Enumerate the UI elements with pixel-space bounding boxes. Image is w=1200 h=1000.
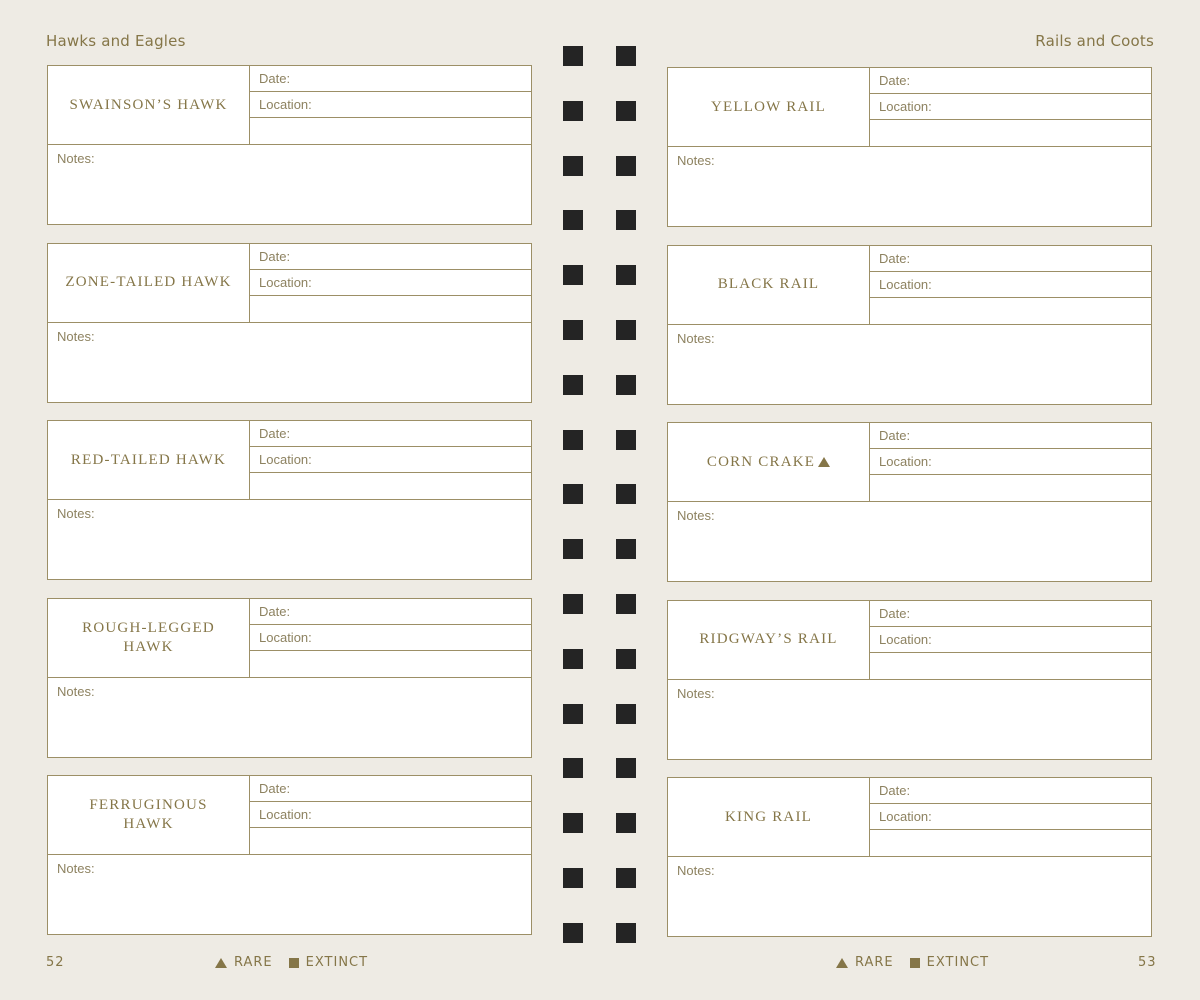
legend-rare-label: RARE — [855, 955, 894, 970]
species-name: ZONE-TAILED HAWK — [65, 274, 232, 290]
location-field[interactable] — [870, 804, 1151, 830]
binding-hole — [616, 758, 636, 778]
rare-triangle-icon — [818, 457, 830, 467]
binding-hole — [563, 46, 583, 66]
date-field[interactable] — [870, 601, 1151, 627]
binding-hole — [616, 704, 636, 724]
binding-hole — [563, 320, 583, 340]
species-name-cell — [48, 776, 250, 855]
binding-hole — [563, 484, 583, 504]
location-label: Location: — [259, 274, 312, 290]
binding-hole — [563, 210, 583, 230]
date-label: Date: — [879, 605, 911, 621]
right-legend — [836, 955, 989, 970]
location-label: Location: — [259, 807, 312, 822]
binding-hole — [563, 813, 583, 833]
notes-field[interactable] — [48, 678, 531, 757]
location-field[interactable] — [250, 447, 531, 473]
species-name: ROUGH-LEGGED HAWK — [82, 619, 215, 655]
binding-hole — [616, 868, 636, 888]
location-label: Location: — [879, 454, 932, 469]
date-label: Date: — [879, 783, 911, 798]
species-name: FERRUGINOUS HAWK — [89, 797, 208, 832]
location-field[interactable] — [250, 625, 531, 651]
legend-extinct-label: EXTINCT — [926, 955, 990, 970]
notes-field[interactable] — [48, 145, 531, 224]
location-field[interactable] — [250, 270, 531, 296]
species-name: BLACK RAIL — [717, 276, 820, 292]
location-label: Location: — [879, 809, 932, 824]
extra-field[interactable] — [870, 299, 1151, 325]
species-name: CORN CRAKE — [706, 453, 816, 470]
binding-hole — [616, 375, 636, 395]
notes-field[interactable] — [668, 147, 1151, 226]
location-label: Location: — [879, 631, 932, 647]
location-field[interactable] — [250, 92, 531, 118]
date-field[interactable] — [250, 776, 531, 802]
extra-field[interactable] — [870, 476, 1151, 502]
extra-field[interactable] — [250, 297, 531, 323]
legend-extinct-label: EXTINCT — [305, 955, 369, 970]
location-field[interactable] — [870, 94, 1151, 120]
location-label: Location: — [259, 97, 312, 112]
notes-label: Notes: — [57, 506, 95, 521]
extra-field[interactable] — [250, 829, 531, 855]
date-label: Date: — [259, 248, 291, 264]
notes-field[interactable] — [48, 855, 531, 934]
notes-field[interactable] — [668, 502, 1151, 581]
binding-hole — [616, 265, 636, 285]
binding-hole — [563, 156, 583, 176]
species-name-cell — [668, 68, 870, 147]
notes-field[interactable] — [668, 857, 1151, 936]
date-field[interactable] — [250, 599, 531, 625]
date-label: Date: — [259, 781, 291, 796]
notes-field[interactable] — [668, 680, 1151, 759]
binding-hole — [616, 156, 636, 176]
square-icon — [289, 958, 299, 968]
date-field[interactable] — [870, 246, 1151, 272]
species-name-cell — [48, 66, 250, 145]
species-name-cell — [48, 421, 250, 500]
left-section-title: Hawks and Eagles — [46, 32, 186, 50]
date-label: Date: — [879, 250, 911, 266]
notes-label: Notes: — [677, 508, 715, 523]
location-label: Location: — [879, 276, 932, 292]
notes-label: Notes: — [57, 683, 95, 699]
location-field[interactable] — [870, 627, 1151, 653]
location-label: Location: — [879, 99, 932, 114]
left-legend — [215, 955, 368, 970]
right-page-number: 53 — [1138, 955, 1157, 970]
extra-field[interactable] — [870, 121, 1151, 147]
date-label: Date: — [259, 71, 291, 86]
species-name: YELLOW RAIL — [711, 98, 826, 115]
binding-hole — [563, 704, 583, 724]
legend-rare-label: RARE — [234, 955, 273, 970]
date-field[interactable] — [250, 244, 531, 270]
species-card — [667, 422, 1152, 582]
binding-hole — [563, 539, 583, 559]
location-label: Location: — [259, 629, 312, 645]
triangle-icon — [215, 958, 227, 968]
species-card — [667, 245, 1152, 405]
extra-field[interactable] — [250, 474, 531, 500]
species-name-cell — [668, 778, 870, 857]
binding-hole — [616, 101, 636, 121]
binding-hole — [616, 210, 636, 230]
species-card — [47, 65, 532, 225]
species-card — [47, 598, 532, 758]
binding-hole — [616, 46, 636, 66]
date-field[interactable] — [870, 423, 1151, 449]
binding-hole — [616, 320, 636, 340]
binding-hole — [616, 430, 636, 450]
notes-label: Notes: — [677, 153, 715, 168]
species-card — [47, 420, 532, 580]
notes-label: Notes: — [677, 863, 715, 878]
species-name-cell — [668, 246, 870, 325]
extra-field[interactable] — [870, 654, 1151, 680]
date-label: Date: — [879, 428, 911, 443]
notes-label: Notes: — [57, 151, 95, 166]
species-name: SWAINSON’S HAWK — [69, 96, 228, 113]
notes-field[interactable] — [48, 500, 531, 579]
date-label: Date: — [879, 73, 911, 88]
location-field[interactable] — [870, 449, 1151, 475]
extra-field[interactable] — [870, 831, 1151, 857]
species-name: RIDGWAY’S RAIL — [699, 631, 838, 647]
species-card — [47, 243, 532, 403]
date-field[interactable] — [870, 778, 1151, 804]
species-name-cell — [48, 244, 250, 323]
binding-hole — [616, 539, 636, 559]
date-field[interactable] — [250, 421, 531, 447]
species-name: KING RAIL — [724, 808, 813, 825]
notes-field[interactable] — [48, 323, 531, 402]
binding-hole — [563, 923, 583, 943]
location-field[interactable] — [250, 802, 531, 828]
triangle-icon — [836, 958, 848, 968]
species-name: RED-TAILED HAWK — [70, 451, 227, 468]
location-field[interactable] — [870, 272, 1151, 298]
species-card — [667, 600, 1152, 760]
binding-hole — [563, 649, 583, 669]
notes-label: Notes: — [57, 328, 95, 344]
species-name-cell — [668, 601, 870, 680]
date-field[interactable] — [250, 66, 531, 92]
binding-hole — [563, 594, 583, 614]
binding-hole — [563, 430, 583, 450]
binding-hole — [616, 649, 636, 669]
notes-field[interactable] — [668, 325, 1151, 404]
extra-field[interactable] — [250, 652, 531, 678]
date-label: Date: — [259, 603, 291, 619]
species-name-cell — [668, 423, 870, 502]
binding-hole — [616, 594, 636, 614]
binding-hole — [616, 484, 636, 504]
binding-hole — [563, 758, 583, 778]
binding-hole — [616, 813, 636, 833]
right-section-title: Rails and Coots — [1035, 32, 1154, 50]
species-name-cell — [48, 599, 250, 678]
notes-label: Notes: — [57, 861, 95, 876]
notes-label: Notes: — [677, 330, 715, 346]
notes-label: Notes: — [677, 685, 715, 701]
binding-hole — [563, 265, 583, 285]
binding-hole — [616, 923, 636, 943]
species-card — [47, 775, 532, 935]
binding-hole — [563, 375, 583, 395]
location-label: Location: — [259, 452, 312, 467]
date-field[interactable] — [870, 68, 1151, 94]
species-card — [667, 67, 1152, 227]
extra-field[interactable] — [250, 119, 531, 145]
left-page-number: 52 — [46, 955, 65, 970]
square-icon — [910, 958, 920, 968]
date-label: Date: — [259, 426, 291, 441]
binding-hole — [563, 868, 583, 888]
species-card — [667, 777, 1152, 937]
binding-hole — [563, 101, 583, 121]
